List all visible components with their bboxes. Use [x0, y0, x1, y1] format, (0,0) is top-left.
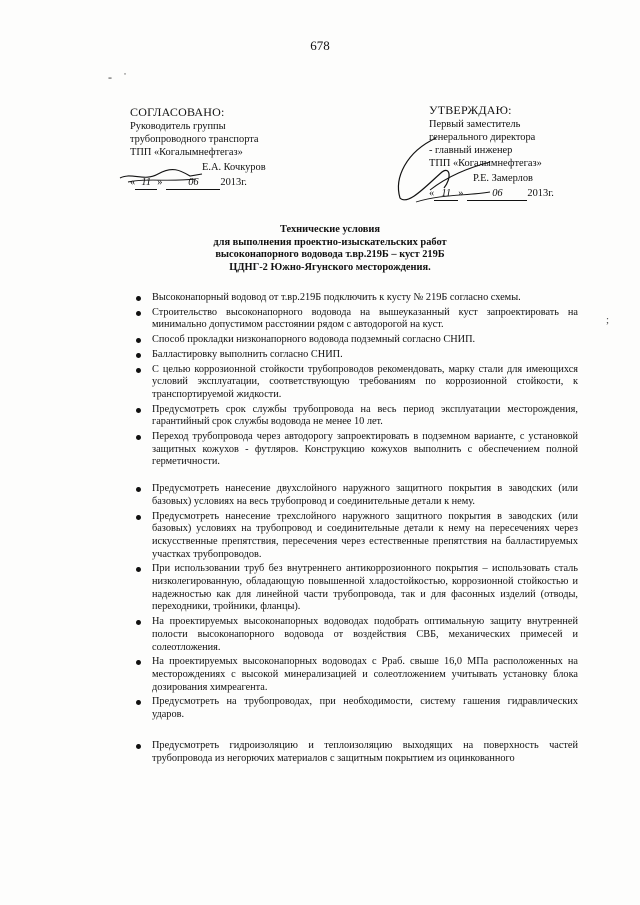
list-item: Предусмотреть срок службы трубопровода на весь период эксплуатации месторождения, гарантийный срок службы водовода не менее 10 лет. — [130, 404, 578, 429]
title-line: Технические условия — [280, 224, 380, 235]
approval-block-agreed — [130, 106, 330, 193]
confirmed-line-4: ТПП «Когалымнефтегаз» — [429, 158, 542, 169]
list-item: Балластировку выполнить согласно СНИП. — [130, 349, 578, 362]
agreed-signature-line — [130, 159, 330, 193]
list-item: Предусмотреть гидроизоляцию и теплоизоляцию выходящих на поверхность частей трубопровода из негорючих материалов с защитным покрытием из оцинкованного — [130, 740, 578, 765]
title-line: ЦДНГ-2 Южно-Ягунского месторождения. — [229, 261, 431, 273]
date-year: 2013г. — [220, 177, 247, 188]
agreed-signer-name: Е.А. Кочкуров — [202, 162, 266, 173]
agreed-date — [130, 176, 330, 190]
title-line: для выполнения проектно-изыскательских работ — [213, 236, 447, 248]
list-item: С целью коррозионной стойкости трубопроводов рекомендовать, марку стали для имеющихся условий эксплуатации, соответствующую требованиям по коррозионной стойкости, к транспортируемой жидкости. — [130, 364, 578, 402]
agreed-line-2: трубопроводного транспорта — [130, 134, 259, 145]
list-item: Переход трубопровода через автодорогу запроектировать в подземном варианте, с установкой защитных кожухов - футляров. Конструкцию кожухов выполнить с обеспечением полной герметичности. — [130, 431, 578, 469]
date-quote-close: » — [458, 188, 464, 199]
document-title — [110, 224, 550, 274]
list-item: На проектируемых высоконапорных водоводах с Рраб. свыше 16,0 МПа расположенных на месторождениях с высокой минерализацией и солеотложением учитывать установку блока дозирования химреагента. — [130, 656, 578, 694]
confirmed-line-1: Первый заместитель — [429, 119, 521, 130]
list-item: Предусмотреть на трубопроводах, при необходимости, систему гашения гидравлических ударов. — [130, 696, 578, 721]
title-line: высоконапорного водовода т.вр.219Б – куст 219Б — [215, 249, 445, 260]
margin-mark: ; — [606, 314, 610, 326]
list-item: Предусмотреть нанесение трехслойного наружного защитного покрытия в заводских (или базовых) условиях на трубопровод и соединительные детали к нему на пересечениях через искусственные препятствия, пересечения через естественные препятствия на балластируемых участках трубопроводов. — [130, 511, 578, 562]
list-item: На проектируемых высоконапорных водоводах подобрать оптимальную защиту внутренней полости высоконапорного водовода от воздействия СВБ, механических примесей и солеотложения. — [130, 616, 578, 654]
page-number: 678 — [310, 38, 330, 53]
confirmed-line-3: - главный инженер — [429, 145, 513, 156]
date-month: 06 — [467, 187, 527, 201]
approval-block-confirmed — [429, 104, 619, 204]
date-quote-open: « — [130, 177, 136, 188]
date-quote-open: « — [429, 188, 435, 199]
confirmed-signature-line — [429, 170, 619, 204]
list-item: Способ прокладки низконапорного водовода подземный согласно СНИП. — [130, 334, 578, 347]
requirements-list — [130, 292, 578, 767]
list-item: Строительство высоконапорного водовода на вышеуказанный куст запроектировать на минимально допустимом расстоянии рядом с автодорогой на куст. — [130, 307, 578, 332]
list-item: Высоконапорный водовод от т.вр.219Б подключить к кусту № 219Б согласно схемы. — [130, 292, 578, 305]
confirmed-line-2: генерального директора — [429, 132, 536, 143]
scan-artifact: - ˙ — [108, 70, 131, 84]
date-quote-close: » — [157, 177, 163, 188]
confirmed-date — [429, 187, 619, 201]
date-year: 2013г. — [527, 188, 554, 199]
date-day: 11 — [434, 187, 458, 201]
date-month: 06 — [166, 176, 220, 190]
agreed-heading: СОГЛАСОВАНО: — [130, 105, 225, 119]
confirmed-signer-name: Р.Е. Замерлов — [473, 173, 533, 184]
date-day: 11 — [135, 176, 157, 190]
agreed-line-3: ТПП «Когалымнефтегаз» — [130, 147, 243, 158]
agreed-line-1: Руководитель группы — [130, 121, 226, 132]
list-item: При использовании труб без внутреннего антикоррозионного покрытия – использовать сталь низколегированную, обладающую повышенной хладостойкостью, коррозионной стойкостью и надежностью как для линейной части трубопровода, так и для фасонных изделий (отводы, переходники, тройники, фланцы). — [130, 563, 578, 614]
confirmed-heading: УТВЕРЖДАЮ: — [429, 103, 512, 117]
list-item: Предусмотреть нанесение двухслойного наружного защитного покрытия в заводских (или базовых) условиях на весь трубопровод и соединительные детали к нему. — [130, 483, 578, 508]
